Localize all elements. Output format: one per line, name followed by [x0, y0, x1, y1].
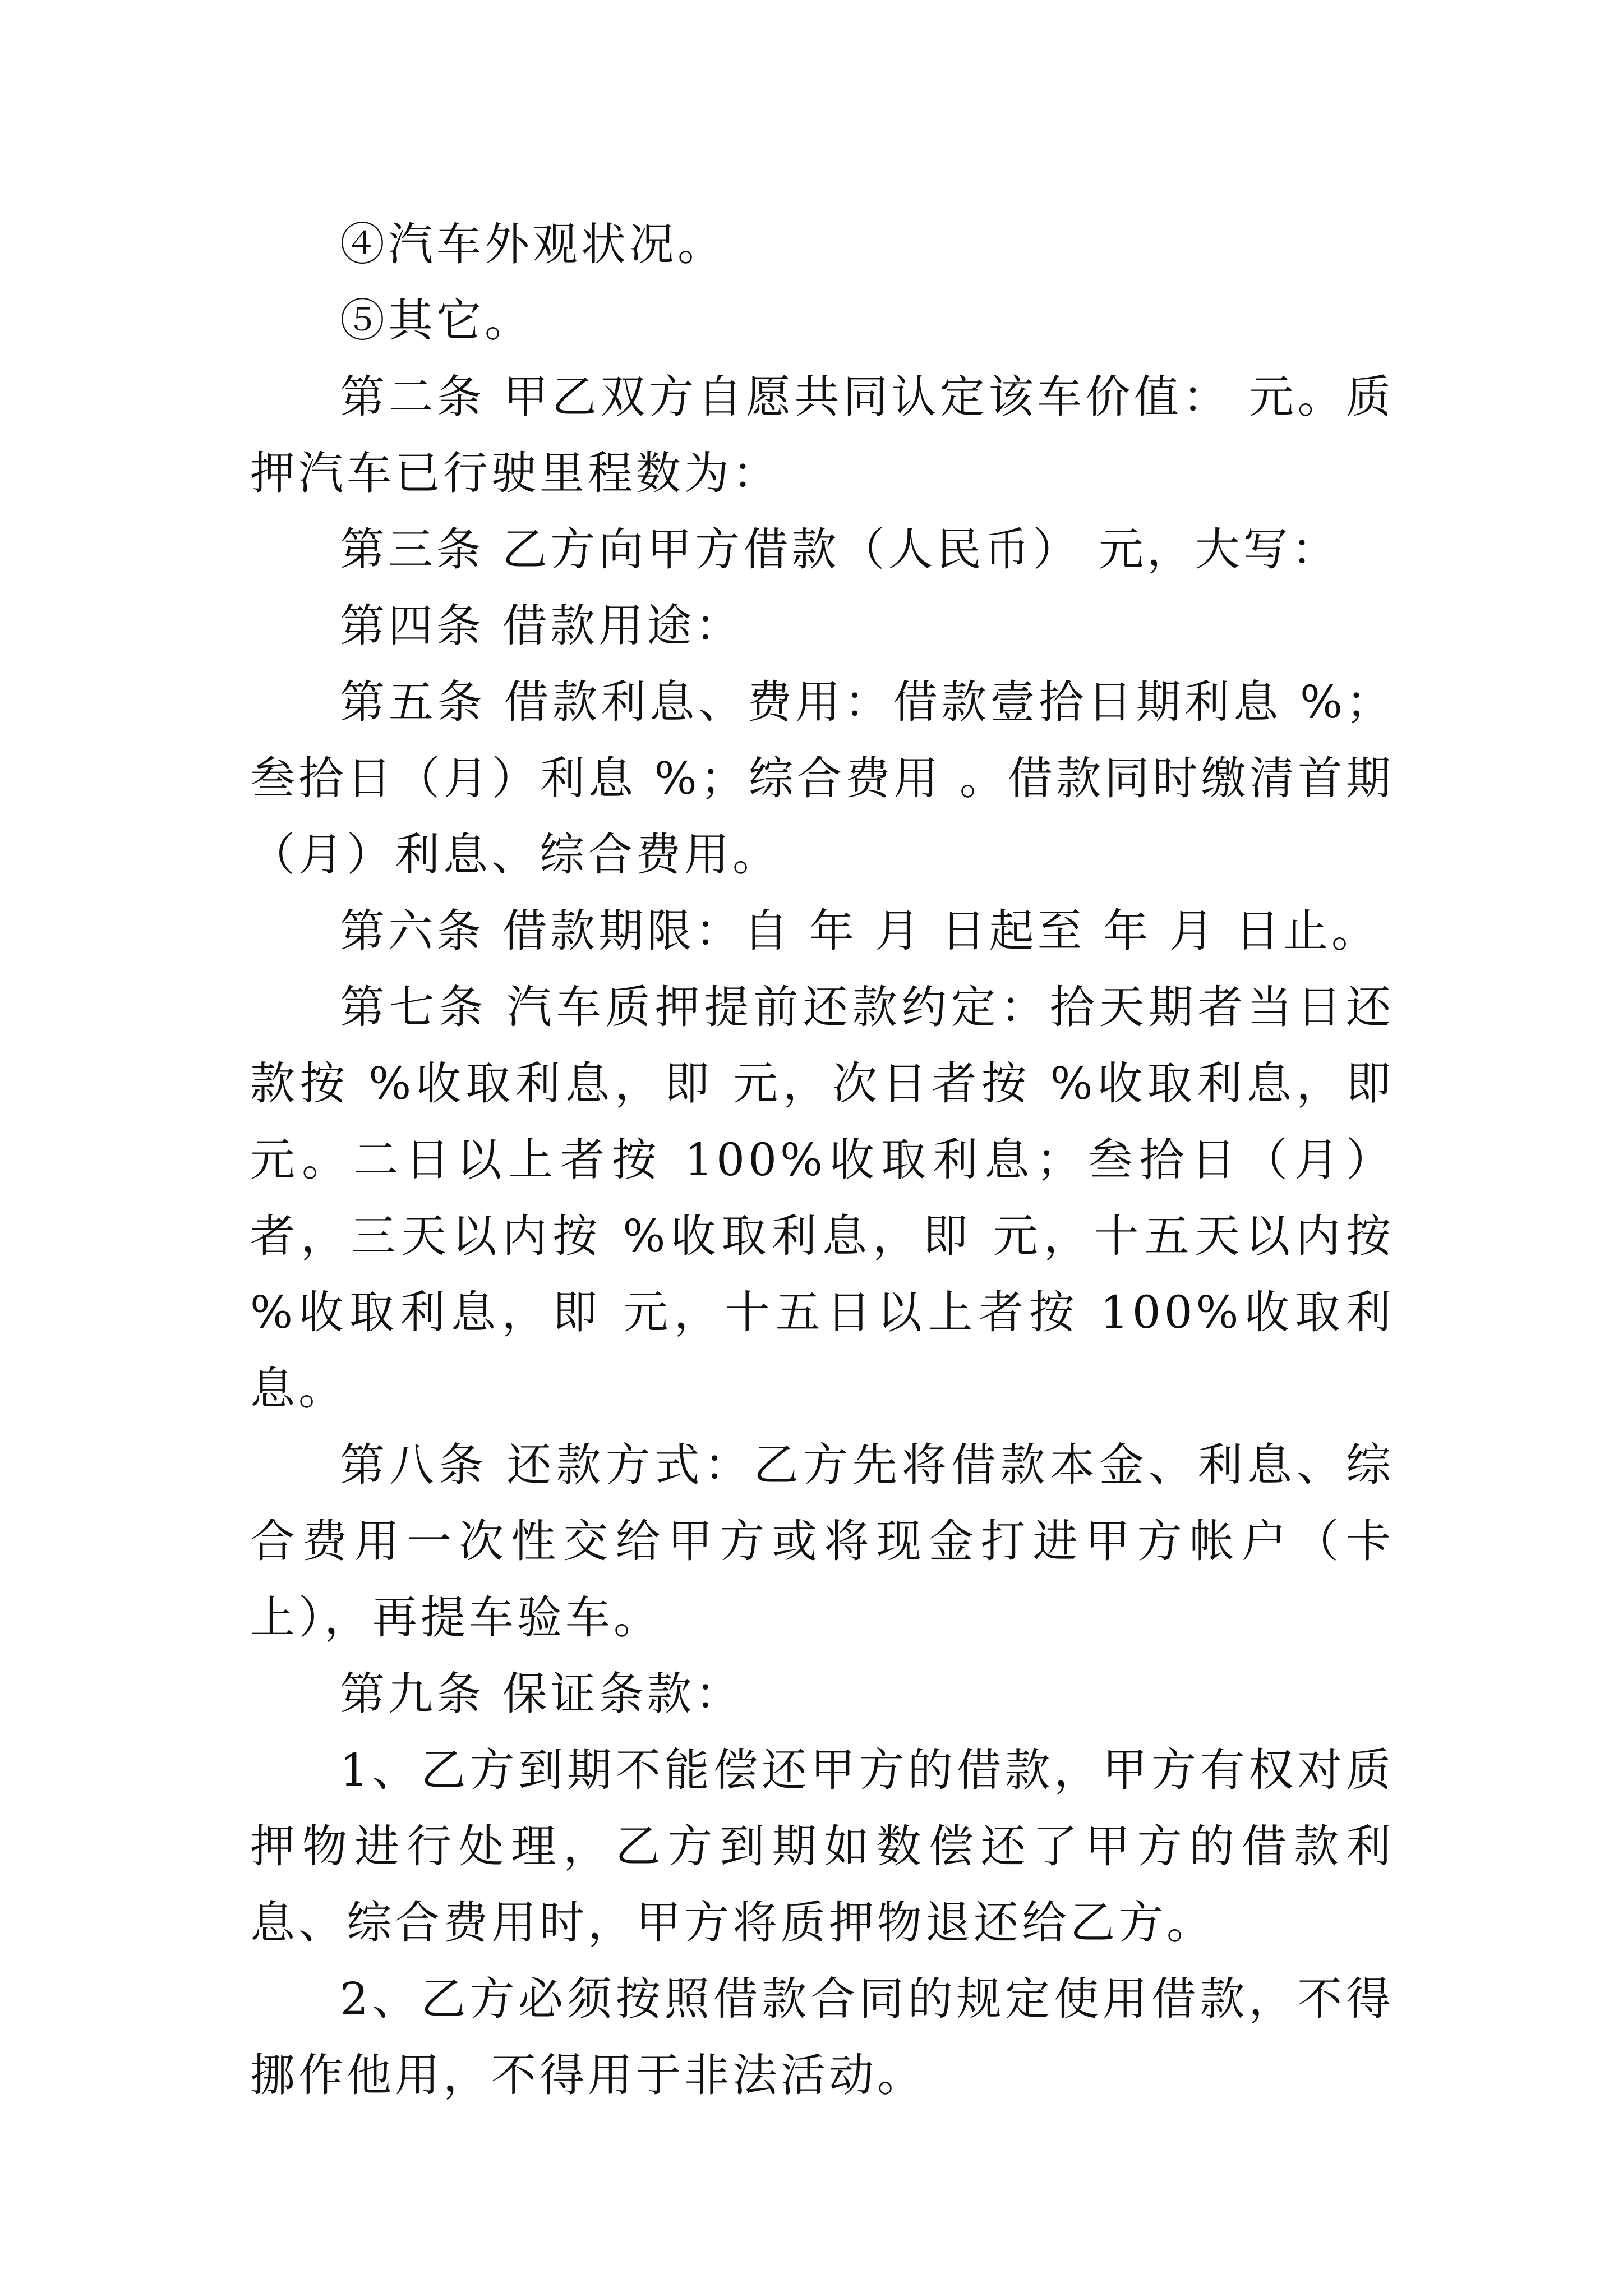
paragraph-article-2: 第二条 甲乙双方自愿共同认定该车价值： 元。质押汽车已行驶里程数为：	[250, 371, 1394, 499]
paragraph-article-7: 第七条 汽车质押提前还款约定：拾天期者当日还款按 %收取利息，即 元，次日者按 %收取利息，即 元。二日以上者按 100%收取利息；叁拾日（月）者，三天以内按 %收取利息，即 元，十五天以内按 %收取利息，即 元，十五日以上者按 100%收取利息。	[250, 981, 1394, 1415]
paragraph-guarantee-clause-2: 2、乙方必须按照借款合同的规定使用借款，不得挪作他用，不得用于非法活动。	[250, 1973, 1394, 2101]
paragraph-article-6: 第六条 借款期限：自 年 月 日起至 年 月 日止。	[340, 905, 1380, 957]
paragraph-article-4: 第四条 借款用途：	[340, 600, 744, 652]
paragraph-other: ⑤其它。	[340, 295, 533, 347]
paragraph-exterior-condition: ④汽车外观状况。	[340, 218, 726, 270]
paragraph-article-5: 第五条 借款利息、费用：借款壹拾日期利息 %；叁拾日（月）利息 %；综合费用 。借款同时缴清首期（月）利息、综合费用。	[250, 676, 1394, 881]
paragraph-article-3: 第三条 乙方向甲方借款（人民币） 元，大写：	[340, 523, 1340, 576]
paragraph-article-9: 第九条 保证条款：	[340, 1668, 744, 1720]
paragraph-article-8: 第八条 还款方式：乙方先将借款本金、利息、综合费用一次性交给甲方或将现金打进甲方帐户（卡上），再提车验车。	[250, 1439, 1394, 1644]
document-body	[250, 206, 1394, 2114]
paragraph-guarantee-clause-1: 1、乙方到期不能偿还甲方的借款，甲方有权对质押物进行处理，乙方到期如数偿还了甲方的借款利息、综合费用时，甲方将质押物退还给乙方。	[250, 1744, 1394, 1949]
